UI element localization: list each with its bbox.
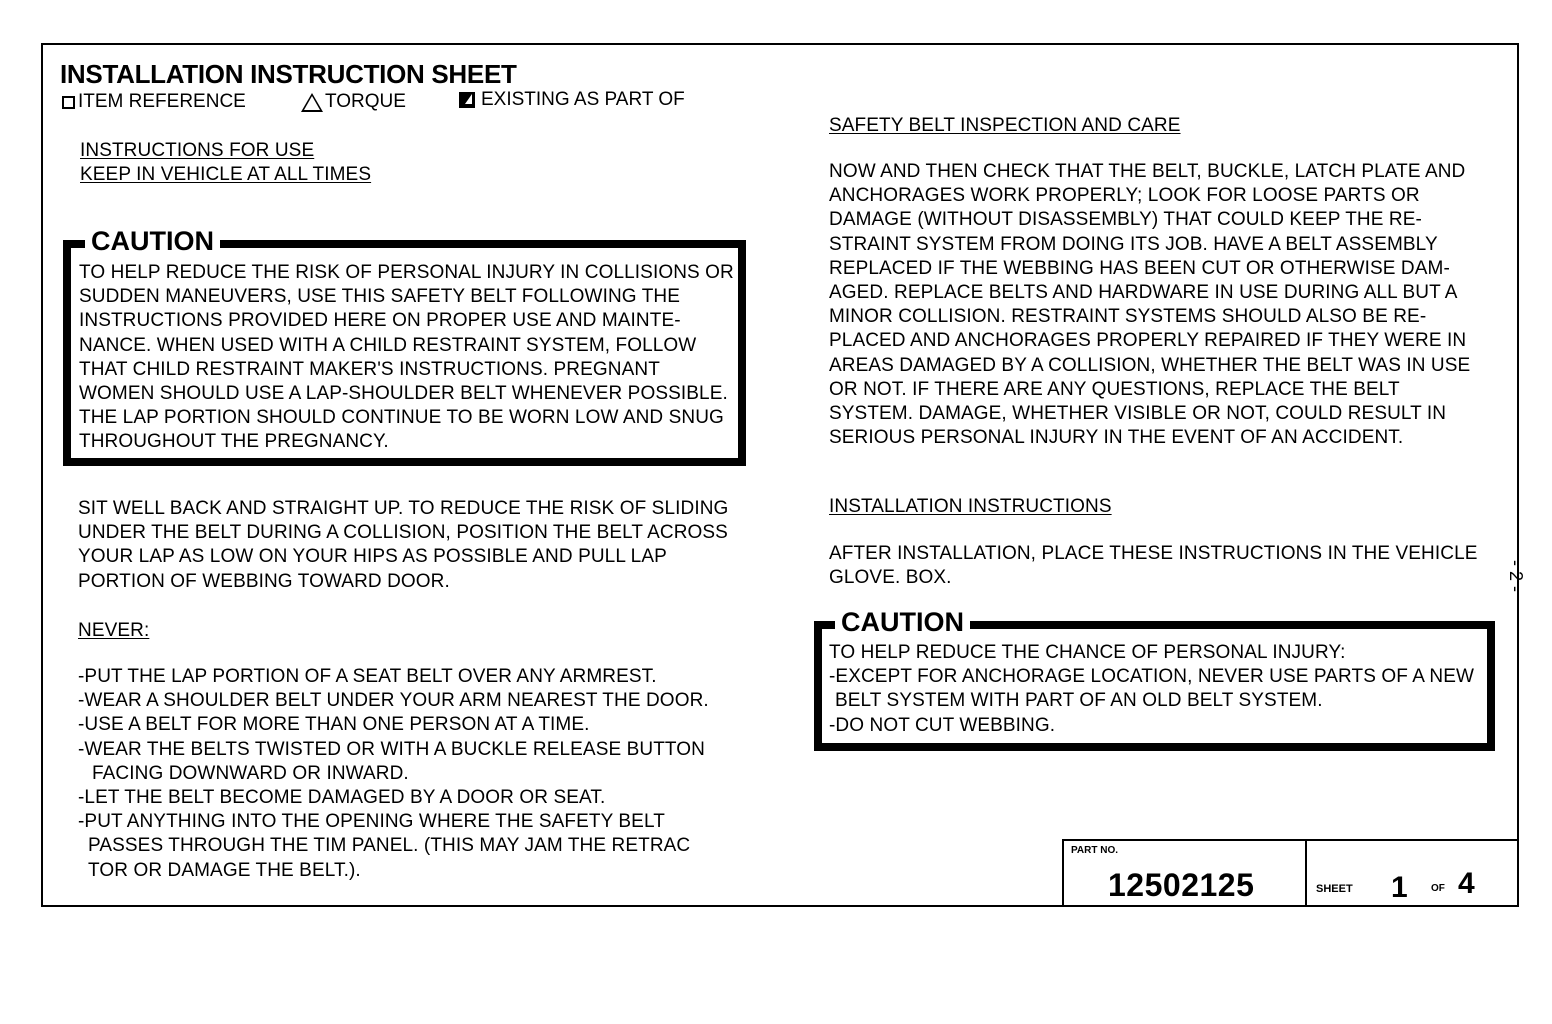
sit-line: UNDER THE BELT DURING A COLLISION, POSITION THE BELT ACROSS [78, 522, 728, 544]
triangle-icon [301, 93, 323, 112]
caution-label-right: CAUTION [835, 607, 970, 637]
page-marker: - 2 - [1506, 560, 1526, 593]
caution-box-left [63, 240, 746, 466]
caution-line: THE LAP PORTION SHOULD CONTINUE TO BE WORN LOW AND SNUG [79, 407, 724, 429]
sheet-number: 1 [1391, 871, 1408, 904]
inspection-line: REPLACED IF THE WEBBING HAS BEEN CUT OR OTHERWISE DAM- [829, 257, 1450, 279]
inspection-line: NOW AND THEN CHECK THAT THE BELT, BUCKLE, LATCH PLATE AND [829, 161, 1466, 182]
inspection-line: AGED. REPLACE BELTS AND HARDWARE IN USE DURING ALL BUT A [829, 282, 1458, 304]
legend-item-reference [62, 91, 246, 113]
sit-line: YOUR LAP AS LOW ON YOUR HIPS AS POSSIBLE AND PULL LAP [78, 546, 667, 568]
caution-label-left: CAUTION [85, 226, 220, 256]
checked-square-icon [459, 92, 475, 108]
instruction-sheet [41, 43, 1519, 907]
caution-text-left [79, 261, 737, 455]
never-item: TOR OR DAMAGE THE BELT.). [88, 859, 361, 881]
caution-line: -DO NOT CUT WEBBING. [829, 714, 1056, 736]
never-item: -LET THE BELT BECOME DAMAGED BY A DOOR OR SEAT. [78, 787, 606, 809]
inspection-line: PLACED AND ANCHORAGES PROPERLY REPAIRED IF THEY WERE IN [829, 330, 1467, 352]
caution-line: TO HELP REDUCE THE RISK OF PERSONAL INJURY IN COLLISIONS OR [79, 262, 734, 283]
legend-existing-label: EXISTING AS PART OF [481, 89, 685, 110]
legend-torque [301, 91, 406, 113]
never-list [78, 665, 748, 883]
never-item: -WEAR THE BELTS TWISTED OR WITH A BUCKLE RELEASE BUTTON [78, 738, 705, 760]
never-item: PASSES THROUGH THE TIM PANEL. (THIS MAY JAM THE RETRAC [88, 835, 691, 857]
legend-existing [459, 89, 685, 111]
sit-line: SIT WELL BACK AND STRAIGHT UP. TO REDUCE THE RISK OF SLIDING [78, 498, 729, 519]
inspection-line: MINOR COLLISION. RESTRAINT SYSTEMS SHOULD ALSO BE RE- [829, 306, 1427, 328]
never-item: -USE A BELT FOR MORE THAN ONE PERSON AT A TIME. [78, 714, 590, 736]
sheet-label: SHEET [1316, 883, 1353, 895]
part-number: 12502125 [1108, 867, 1255, 903]
caution-line: WOMEN SHOULD USE A LAP-SHOULDER BELT WHENEVER POSSIBLE. [79, 383, 728, 405]
caution-line: INSTRUCTIONS PROVIDED HERE ON PROPER USE AND MAINTE- [79, 310, 681, 332]
instructions-heading: INSTRUCTIONS FOR USE [80, 140, 315, 161]
installation-heading: INSTALLATION INSTRUCTIONS [829, 496, 1112, 517]
inspection-paragraph [829, 160, 1479, 450]
sit-line: PORTION OF WEBBING TOWARD DOOR. [78, 570, 450, 592]
legend-item-reference-label: ITEM REFERENCE [78, 91, 246, 112]
installation-paragraph [829, 542, 1479, 590]
caution-line: SUDDEN MANEUVERS, USE THIS SAFETY BELT FOLLOWING THE [79, 286, 681, 308]
inspection-line: SYSTEM. DAMAGE, WHETHER VISIBLE OR NOT, COULD RESULT IN [829, 403, 1447, 425]
never-item: -PUT ANYTHING INTO THE OPENING WHERE THE SAFETY BELT [78, 811, 665, 833]
never-item: FACING DOWNWARD OR INWARD. [92, 762, 409, 784]
inspection-line: DAMAGE (WITHOUT DISASSEMBLY) THAT COULD KEEP THE RE- [829, 209, 1422, 231]
empty-square-icon [62, 96, 75, 109]
caution-text-right [829, 641, 1489, 738]
sheet-number-box [1305, 839, 1519, 907]
part-number-box [1062, 839, 1306, 907]
of-label: OF [1431, 883, 1445, 894]
part-no-label: PART NO. [1071, 845, 1119, 856]
installation-line: AFTER INSTALLATION, PLACE THESE INSTRUCTIONS IN THE VEHICLE [829, 543, 1478, 564]
never-item: -WEAR A SHOULDER BELT UNDER YOUR ARM NEAREST THE DOOR. [78, 690, 709, 712]
sheet-total: 4 [1458, 867, 1475, 900]
installation-line: GLOVE. BOX. [829, 567, 952, 589]
caution-line: BELT SYSTEM WITH PART OF AN OLD BELT SYSTEM. [835, 690, 1323, 712]
caution-line: NANCE. WHEN USED WITH A CHILD RESTRAINT SYSTEM, FOLLOW [79, 334, 697, 356]
never-item: -PUT THE LAP PORTION OF A SEAT BELT OVER ANY ARMREST. [78, 666, 657, 687]
caution-box-right [814, 621, 1495, 751]
caution-line: THAT CHILD RESTRAINT MAKER'S INSTRUCTIONS. PREGNANT [79, 358, 660, 380]
inspection-line: ANCHORAGES WORK PROPERLY; LOOK FOR LOOSE PARTS OR [829, 185, 1420, 207]
inspection-line: SERIOUS PERSONAL INJURY IN THE EVENT OF AN ACCIDENT. [829, 427, 1404, 449]
inspection-line: STRAINT SYSTEM FROM DOING ITS JOB. HAVE A BELT ASSEMBLY [829, 233, 1438, 255]
keep-in-vehicle-heading: KEEP IN VEHICLE AT ALL TIMES [80, 164, 372, 185]
inspection-heading: SAFETY BELT INSPECTION AND CARE [829, 115, 1181, 136]
never-heading: NEVER: [78, 620, 150, 641]
caution-line: THROUGHOUT THE PREGNANCY. [79, 431, 389, 453]
sheet-title: INSTALLATION INSTRUCTION SHEET [60, 59, 517, 89]
inspection-line: OR NOT. IF THERE ARE ANY QUESTIONS, REPLACE THE BELT [829, 378, 1400, 400]
caution-line: TO HELP REDUCE THE CHANCE OF PERSONAL INJURY: [829, 642, 1346, 663]
legend-torque-label: TORQUE [325, 91, 406, 112]
inspection-line: AREAS DAMAGED BY A COLLISION, WHETHER THE BELT WAS IN USE [829, 354, 1471, 376]
sit-paragraph [78, 497, 733, 594]
caution-line: -EXCEPT FOR ANCHORAGE LOCATION, NEVER USE PARTS OF A NEW [829, 666, 1475, 688]
